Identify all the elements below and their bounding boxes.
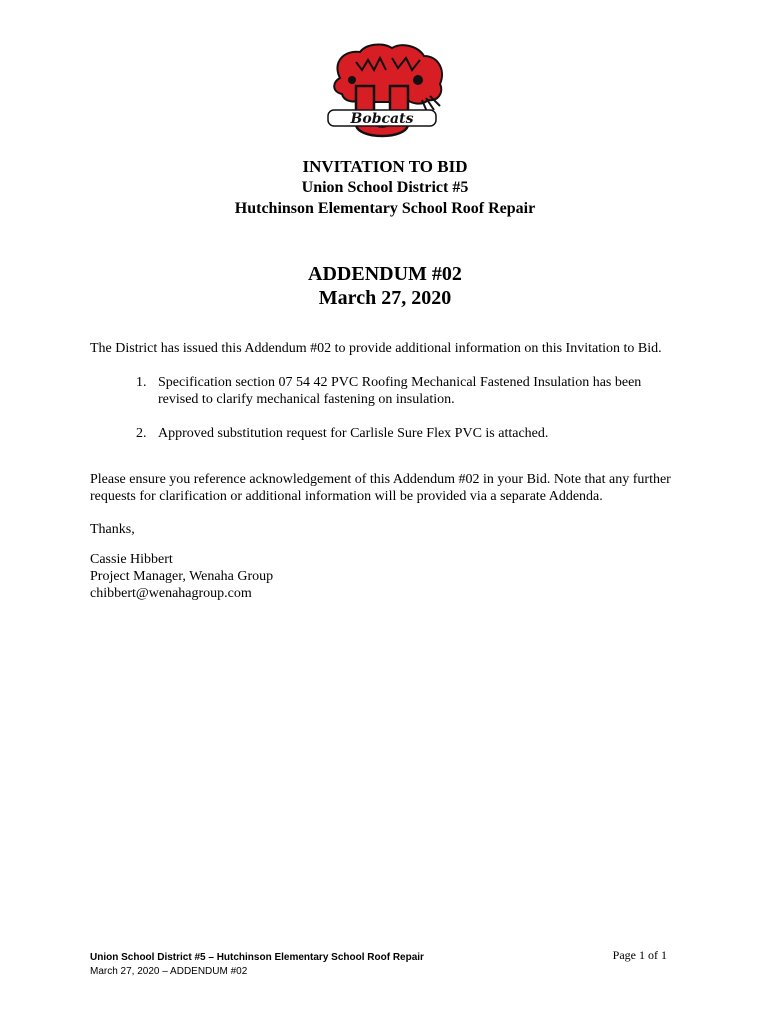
signature-email[interactable]: chibbert@wenahagroup.com [90,586,252,601]
project-name: Hutchinson Elementary School Roof Repair [234,200,536,217]
notice-paragraph: Please ensure you reference acknowledgement of this Addendum #02 in your Bid. Note that any further requests for clarification or additional information will be provided via a separate Addenda. [90,472,671,504]
page-number: Page 1 of 1 [612,948,667,962]
bobcats-logo [322,40,448,144]
list-item-number: 1. [136,375,147,390]
list-item-number: 2. [136,426,147,441]
signature-title: Project Manager, Wenaha Group [90,569,274,584]
list-item-text: Approved substitution request for Carlisle Sure Flex PVC is attached. [158,426,549,441]
district-name: Union School District #5 [301,179,469,196]
signature-name: Cassie Hibbert [90,552,173,567]
logo-wordmark: Bobcats [350,111,414,127]
footer-date: March 27, 2020 – ADDENDUM #02 [90,966,248,977]
addendum-date: March 27, 2020 [318,287,452,309]
footer [90,951,424,979]
closing-thanks: Thanks, [90,522,135,537]
addendum-title: ADDENDUM #02 [308,263,462,285]
footer-project: Union School District #5 – Hutchinson Elementary School Roof Repair [90,952,424,963]
invitation-title: INVITATION TO BID [302,157,468,176]
intro-paragraph: The District has issued this Addendum #02 to provide additional information on this Invitation to Bid. [90,341,662,356]
list-item-text: Specification section 07 54 42 PVC Roofing Mechanical Fastened Insulation has been revised to clarify mechanical fastening on insulation. [158,375,642,407]
